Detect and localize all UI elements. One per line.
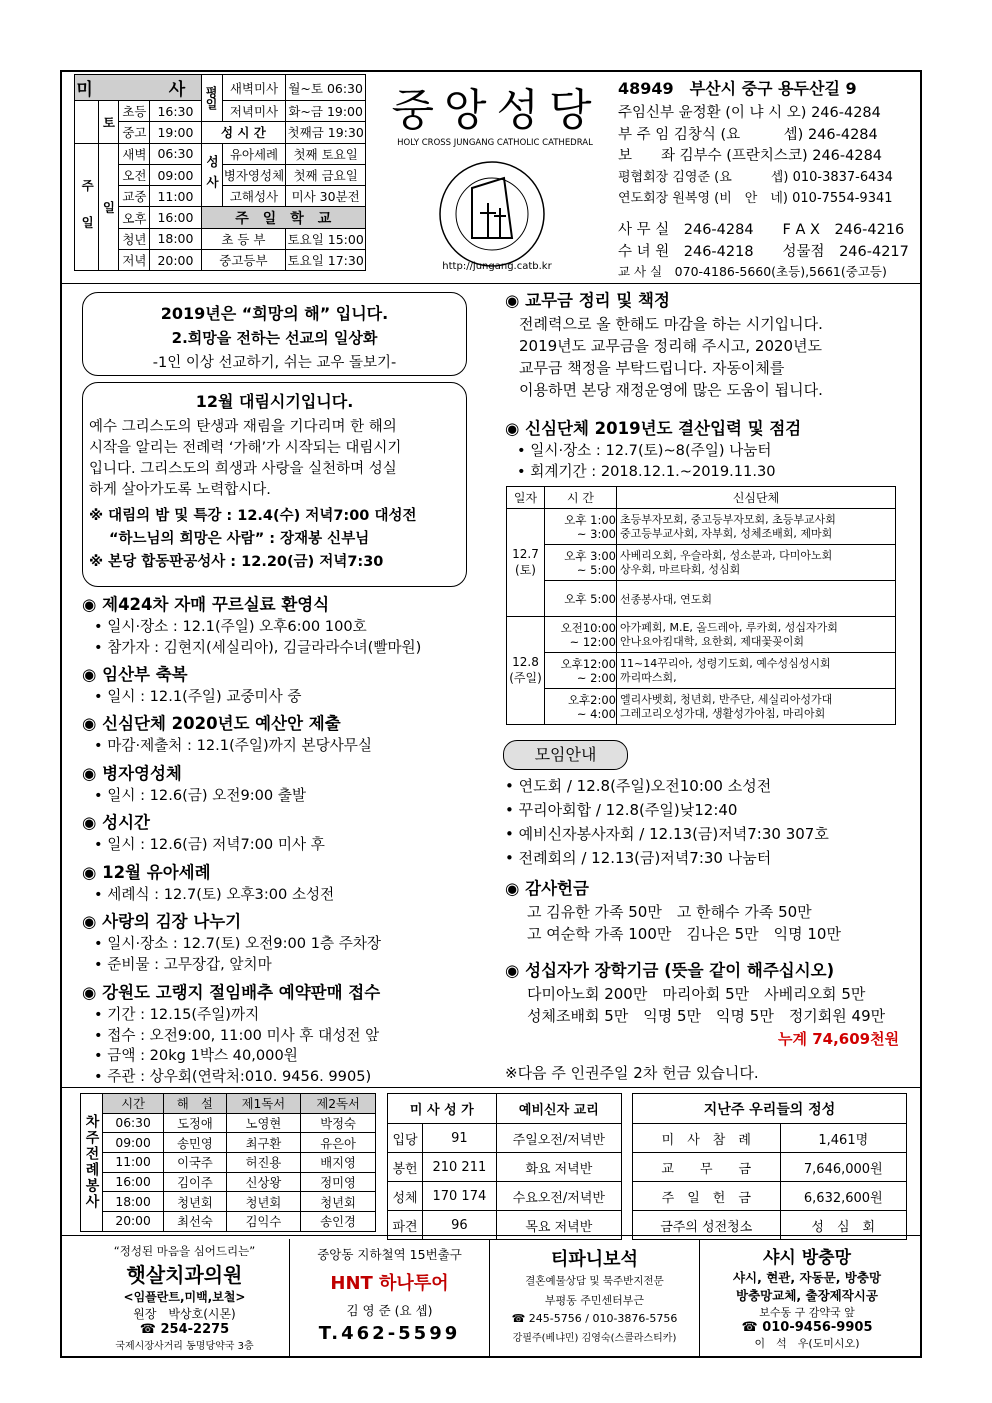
weekly-stats-table bbox=[632, 1093, 907, 1240]
sun-mass-name: 오전 bbox=[119, 164, 150, 185]
sacrament-time: 첫째 금요일 bbox=[286, 164, 366, 185]
notice-cursillo: ◉ 제424차 자매 꾸르실료 환영식 • 일시·장소 : 12.1(주일) 오후6:00 100호 • 참가자 : 김현지(세실리아), 김글라라수녀(빨마원) bbox=[82, 595, 422, 656]
sacrament-time: 미사 30분전 bbox=[286, 186, 366, 207]
sun-mass-time: 16:00 bbox=[150, 207, 201, 228]
school-time: 토요일 15:00 bbox=[286, 228, 366, 249]
ad-travel: 중앙동 지하철역 15번출구 HNT 하나투어 김 영 준 (요 셉) T.462-5599 bbox=[290, 1239, 490, 1356]
table-cell: 김이주 bbox=[164, 1172, 226, 1192]
settle-time: 오후 5:00 bbox=[545, 581, 617, 617]
advent-title: 12월 대림시기입니다. bbox=[195, 392, 354, 411]
notice-cabbage-sale: ◉ 강원도 고랭지 절임배추 예약판매 접수 • 기간 : 12.15(주일)까지 • 접수 : 오전9:00, 11:00 미사 후 대성전 앞 • 금액 : 20kg 1박스 40,000원 • 주관 : 상우회(연락처:010. 9456. 9905) bbox=[82, 983, 381, 1085]
service-label: 차주전례봉사 bbox=[81, 1094, 103, 1232]
sun-mass-name: 교중 bbox=[119, 186, 150, 207]
table-cell: 송인경 bbox=[301, 1212, 376, 1232]
classroom-phone: 교 사 실 070-4186-5660(초등),5661(중고등) bbox=[618, 264, 887, 279]
scholarship-total: 누계 74,609천원 bbox=[778, 1030, 900, 1048]
settle-time: 오후2:00 ~ 4:00 bbox=[545, 689, 617, 725]
sun-mass-name: 저녁 bbox=[119, 250, 150, 271]
settle-time: 오후 1:00 ~ 3:00 bbox=[545, 509, 617, 545]
hope-title: 2019년은 “희망의 해” 입니다. bbox=[160, 304, 389, 323]
hymn-catechism-table bbox=[387, 1093, 622, 1240]
table-cell: 목요 저녁반 bbox=[496, 1211, 621, 1240]
sat-mass-name: 초등 bbox=[119, 101, 150, 122]
hymn-header: 미 사 성 가 bbox=[388, 1094, 497, 1124]
advent-box bbox=[82, 382, 467, 587]
office-phone: 사 무 실 246-4284 F A X 246-4216 bbox=[618, 222, 905, 238]
parish-english-name: HOLY CROSS JUNGANG CATHOLIC CATHEDRAL bbox=[397, 138, 593, 148]
table-cell: 화요 저녁반 bbox=[496, 1153, 621, 1182]
sun-mass-name: 청년 bbox=[119, 228, 150, 249]
notice-settlement: ◉ 신심단체 2019년도 결산입력 및 점검 • 일시·장소 : 12.7(토)~8(주일) 나눔터 • 회계기간 : 2018.12.1.~2019.11.30 bbox=[505, 419, 802, 480]
table-cell: 최선숙 bbox=[164, 1212, 226, 1232]
table-cell: 11:00 bbox=[103, 1153, 164, 1173]
weekday-mass-name: 저녁미사 bbox=[222, 101, 286, 122]
sun-mass-name: 새벽 bbox=[119, 143, 150, 164]
table-cell: 최구환 bbox=[226, 1133, 301, 1153]
table-cell: 허진용 bbox=[226, 1153, 301, 1173]
weekday-mass-name: 새벽미사 bbox=[222, 75, 286, 101]
table-cell: 16:00 bbox=[103, 1172, 164, 1192]
table-cell: 미 사 참 례 bbox=[633, 1124, 781, 1153]
notice-holy-hour: ◉ 성시간 • 일시 : 12.6(금) 저녁7:00 미사 후 bbox=[82, 813, 325, 853]
bulletin-page bbox=[60, 70, 922, 1358]
school-time: 토요일 17:30 bbox=[286, 250, 366, 271]
notice-dues: ◉ 교무금 정리 및 책정 전례력으로 올 한해도 마감을 하는 시기입니다. 2019년도 교무금을 정리해 주시고, 2020년도 교무금 책정을 부탁드립니다. 자동이체를 이용하면 본당 재정운영에 많은 도움이 됩니다. bbox=[505, 291, 823, 399]
hope-description: -1인 이상 선교하기, 쉬는 교우 돌보기- bbox=[152, 355, 397, 371]
table-cell: 박정숙 bbox=[301, 1113, 376, 1133]
stats-title: 지난주 우리들의 정성 bbox=[633, 1094, 907, 1124]
table-cell: 수요오전/저녁반 bbox=[496, 1182, 621, 1211]
sunday-school-title: 주 일 학 교 bbox=[201, 207, 366, 228]
table-cell: 210 211 bbox=[423, 1153, 497, 1182]
sun-mass-time: 20:00 bbox=[150, 250, 201, 271]
bottom-divider bbox=[62, 1087, 920, 1088]
service-col: 제1독서 bbox=[226, 1094, 301, 1114]
table-cell: 청년회 bbox=[226, 1192, 301, 1212]
settle-time: 오후12:00 ~ 2:00 bbox=[545, 653, 617, 689]
ads-divider bbox=[62, 1235, 920, 1236]
settle-date: 12.8 (주일) bbox=[507, 617, 545, 725]
catechism-header: 예비신자 교리 bbox=[496, 1094, 621, 1124]
parish-title: 중앙성당 bbox=[391, 85, 602, 136]
hope-box bbox=[82, 292, 467, 376]
ad-dental: “정성된 마음을 심어드리는” 햇살치과의원 <임플란트,미백,보철> 원장 박상호(시몬) ☎ 254-2275 국제시장사거리 동명당약국 3층 bbox=[80, 1239, 290, 1356]
table-cell: 파견 bbox=[388, 1211, 423, 1240]
table-cell: 신상왕 bbox=[226, 1172, 301, 1192]
table-cell: 노영현 bbox=[226, 1113, 301, 1133]
settle-groups: 선종봉사대, 연도회 bbox=[617, 581, 896, 617]
table-cell: 교 무 금 bbox=[633, 1153, 781, 1182]
table-cell: 김익수 bbox=[226, 1212, 301, 1232]
holy-hour-time: 첫째금 19:30 bbox=[286, 122, 366, 143]
col-date: 일자 bbox=[507, 487, 545, 509]
col-groups: 신심단체 bbox=[617, 487, 896, 509]
table-cell: 금주의 성전청소 bbox=[633, 1211, 781, 1240]
sacrament-name: 유아세례 bbox=[222, 143, 286, 164]
service-col: 시간 bbox=[103, 1094, 164, 1114]
sun-mass-name: 오후 bbox=[119, 207, 150, 228]
sacrament-time: 첫째 토요일 bbox=[286, 143, 366, 164]
table-cell: 주 일 헌 금 bbox=[633, 1182, 781, 1211]
table-cell: 이국주 bbox=[164, 1153, 226, 1173]
advent-body: 예수 그리스도의 탄생과 재림을 기다리며 한 해의 시작을 알리는 전례력 ‘가해’가 시작되는 대림시기 입니다. 그리스도의 희생과 사랑을 실천하며 성실 하게 살아가도록 노력합시다. bbox=[89, 419, 402, 498]
sun-mass-time: 11:00 bbox=[150, 186, 201, 207]
settle-groups: 아가페회, M.E, 올드레아, 루카회, 성십자가회 안나요아킴대학, 요한회, 제대꽃꽂이회 bbox=[617, 617, 896, 653]
settle-time: 오전10:00 ~ 12:00 bbox=[545, 617, 617, 653]
notice-kimchi-sharing: ◉ 사랑의 김장 나누기 • 일시·장소 : 12.7(토) 오전9:00 1층 주차장 • 준비물 : 고무장갑, 앞치마 bbox=[82, 912, 382, 973]
notice-scholarship: ◉ 성십자가 장학기금 (뜻을 같이 해주십시오) 다미아노회 200만 마리아회 5만 사베리오회 5만 성체조배회 5만 익명 5만 익명 5만 정기회원 49만 bbox=[505, 961, 886, 1025]
table-cell: 09:00 bbox=[103, 1133, 164, 1153]
sacrament-label: 성사 bbox=[201, 143, 222, 207]
saturday-label: 토 bbox=[99, 101, 119, 144]
school-dept: 중고등부 bbox=[201, 250, 286, 271]
notice-thanks-offering: ◉ 감사헌금 고 김유한 가족 50만 고 한해수 가족 50만 고 여순학 가족 100만 김나은 5만 익명 10만 bbox=[505, 879, 841, 943]
sun-mass-time: 09:00 bbox=[150, 164, 201, 185]
table-cell: 봉헌 bbox=[388, 1153, 423, 1182]
header-divider bbox=[62, 283, 920, 284]
settle-time: 오후 3:00 ~ 5:00 bbox=[545, 545, 617, 581]
sat-mass-time: 19:00 bbox=[150, 122, 201, 143]
table-cell: 7,646,000원 bbox=[780, 1153, 906, 1182]
table-cell: 청년회 bbox=[164, 1192, 226, 1212]
sat-mass-name: 중고 bbox=[119, 122, 150, 143]
mass-schedule-table bbox=[74, 74, 366, 271]
table-cell: 1,461명 bbox=[780, 1124, 906, 1153]
settle-groups: 엘리사벳회, 청년회, 반주단, 세실리아성가대 그레고리오성가대, 생활성가아침, 마리아회 bbox=[617, 689, 896, 725]
settle-groups: 사베리오회, 우슬라회, 성소분과, 다미아노회 상우회, 마르타회, 성심회 bbox=[617, 545, 896, 581]
service-col: 해 설 bbox=[164, 1094, 226, 1114]
table-cell: 도정애 bbox=[164, 1113, 226, 1133]
sun-mass-time: 18:00 bbox=[150, 228, 201, 249]
col-time: 시 간 bbox=[545, 487, 617, 509]
staff-list: 주임신부 윤정환 (이 냐 시 오) 246-4284 부 주 임 김창식 (요 셉) 246-4284 보 좌 김부수 (프란치스코) 246-4284 평협회장 김영준 (요 셉) 010-3837-6434 연도회장 원복영 (비 안 네) 010-7554-9341 bbox=[618, 105, 893, 206]
holy-hour-label: 성 시 간 bbox=[201, 122, 286, 143]
weekday-label: 평일 bbox=[201, 75, 222, 122]
meetings-list: • 연도회 / 12.8(주일)오전10:00 소성전 • 꾸리아회합 / 12.8(주일)낮12:40 • 예비신자봉사자회 / 12.13(금)저녁7:30 307호 • 전례회의 / 12.13(금)저녁7:30 나눔터 bbox=[505, 777, 829, 867]
notice-infant-baptism: ◉ 12월 유아세례 • 세례식 : 12.7(토) 오후3:00 소성전 bbox=[82, 863, 335, 903]
sacrament-name: 고해성사 bbox=[222, 186, 286, 207]
sat-mass-time: 16:30 bbox=[150, 101, 201, 122]
settle-groups: 11~14꾸리아, 성령기도회, 예수성심성시회 까리따스회, bbox=[617, 653, 896, 689]
notice-sick-communion: ◉ 병자영성체 • 일시 : 12.6(금) 오전9:00 출발 bbox=[82, 764, 307, 804]
table-cell: 성 심 회 bbox=[780, 1211, 906, 1240]
parish-url: http://jungang.catb.kr bbox=[442, 261, 552, 272]
table-cell: 배지영 bbox=[301, 1153, 376, 1173]
next-week-note: ※다음 주 인권주일 2차 헌금 있습니다. bbox=[505, 1064, 759, 1082]
table-cell: 주일오전/저녁반 bbox=[496, 1124, 621, 1153]
settlement-schedule-table bbox=[506, 486, 896, 725]
table-cell bbox=[75, 101, 99, 144]
liturgy-service-table bbox=[80, 1093, 376, 1232]
sacrament-name: 병자영성체 bbox=[222, 164, 286, 185]
notice-pregnant-blessing: ◉ 임산부 축복 • 일시 : 12.1(주일) 교중미사 중 bbox=[82, 665, 302, 705]
school-dept: 초 등 부 bbox=[201, 228, 286, 249]
ad-screen: 샤시 방충망 샤시, 현관, 자동문, 방충망 방충망교체, 출장제작시공 보수동 구 감약국 앞 ☎ 010-9456-9905 이 석 우(도미시오) bbox=[732, 1248, 882, 1350]
service-col: 제2독서 bbox=[301, 1094, 376, 1114]
table-cell: 송민영 bbox=[164, 1133, 226, 1153]
table-cell: 20:00 bbox=[103, 1212, 164, 1232]
table-cell: 입당 bbox=[388, 1124, 423, 1153]
cathedral-seal-icon bbox=[432, 158, 552, 270]
table-cell: 91 bbox=[423, 1124, 497, 1153]
mass-header: 미 사 bbox=[75, 75, 202, 101]
table-cell: 18:00 bbox=[103, 1192, 164, 1212]
table-cell: 유은아 bbox=[301, 1133, 376, 1153]
settle-groups: 초등부자모회, 중고등부자모회, 초등부교사회 중고등부교사회, 자부회, 성체조배회, 제마회 bbox=[617, 509, 896, 545]
hope-subtitle: 2.희망을 전하는 선교의 일상화 bbox=[171, 329, 378, 347]
notice-budget-submission: ◉ 신심단체 2020년도 예산안 제출 • 마감·제출처 : 12.1(주일)까지 본당사무실 bbox=[82, 714, 372, 754]
parish-address: 48949 부산시 중구 용두산길 9 bbox=[618, 79, 857, 98]
table-cell: 성체 bbox=[388, 1182, 423, 1211]
sunday-sub-label: 일 bbox=[99, 143, 119, 271]
settle-date: 12.7 (토) bbox=[507, 509, 545, 617]
table-cell: 6,632,600원 bbox=[780, 1182, 906, 1211]
table-cell: 정미영 bbox=[301, 1172, 376, 1192]
table-cell: 170 174 bbox=[423, 1182, 497, 1211]
table-cell: 96 bbox=[423, 1211, 497, 1240]
sun-mass-time: 06:30 bbox=[150, 143, 201, 164]
table-cell: 청년회 bbox=[301, 1192, 376, 1212]
ad-jewel: 티파니보석 결혼예물상담 및 묵주반지전문 부평동 주민센터부근 ☎ 245-5756 / 010-3876-5756 강필주(베냐민) 김영숙(스콜라스티카) bbox=[490, 1239, 700, 1356]
weekday-mass-time: 화~금 19:00 bbox=[286, 101, 366, 122]
table-cell: 06:30 bbox=[103, 1113, 164, 1133]
sunday-label: 주 일 bbox=[75, 143, 99, 271]
advent-notes: ※ 대림의 밤 및 특강 : 12.4(수) 저녁7:00 대성전 “하느님의 희망은 사람” : 장재봉 신부님 ※ 본당 합동판공성사 : 12.20(금) 저녁7:30 bbox=[89, 508, 417, 570]
weekday-mass-time: 월~토 06:30 bbox=[286, 75, 366, 101]
convent-phone: 수 녀 원 246-4218 성물점 246-4217 bbox=[618, 244, 909, 260]
meetings-tab: 모임안내 bbox=[503, 740, 628, 770]
